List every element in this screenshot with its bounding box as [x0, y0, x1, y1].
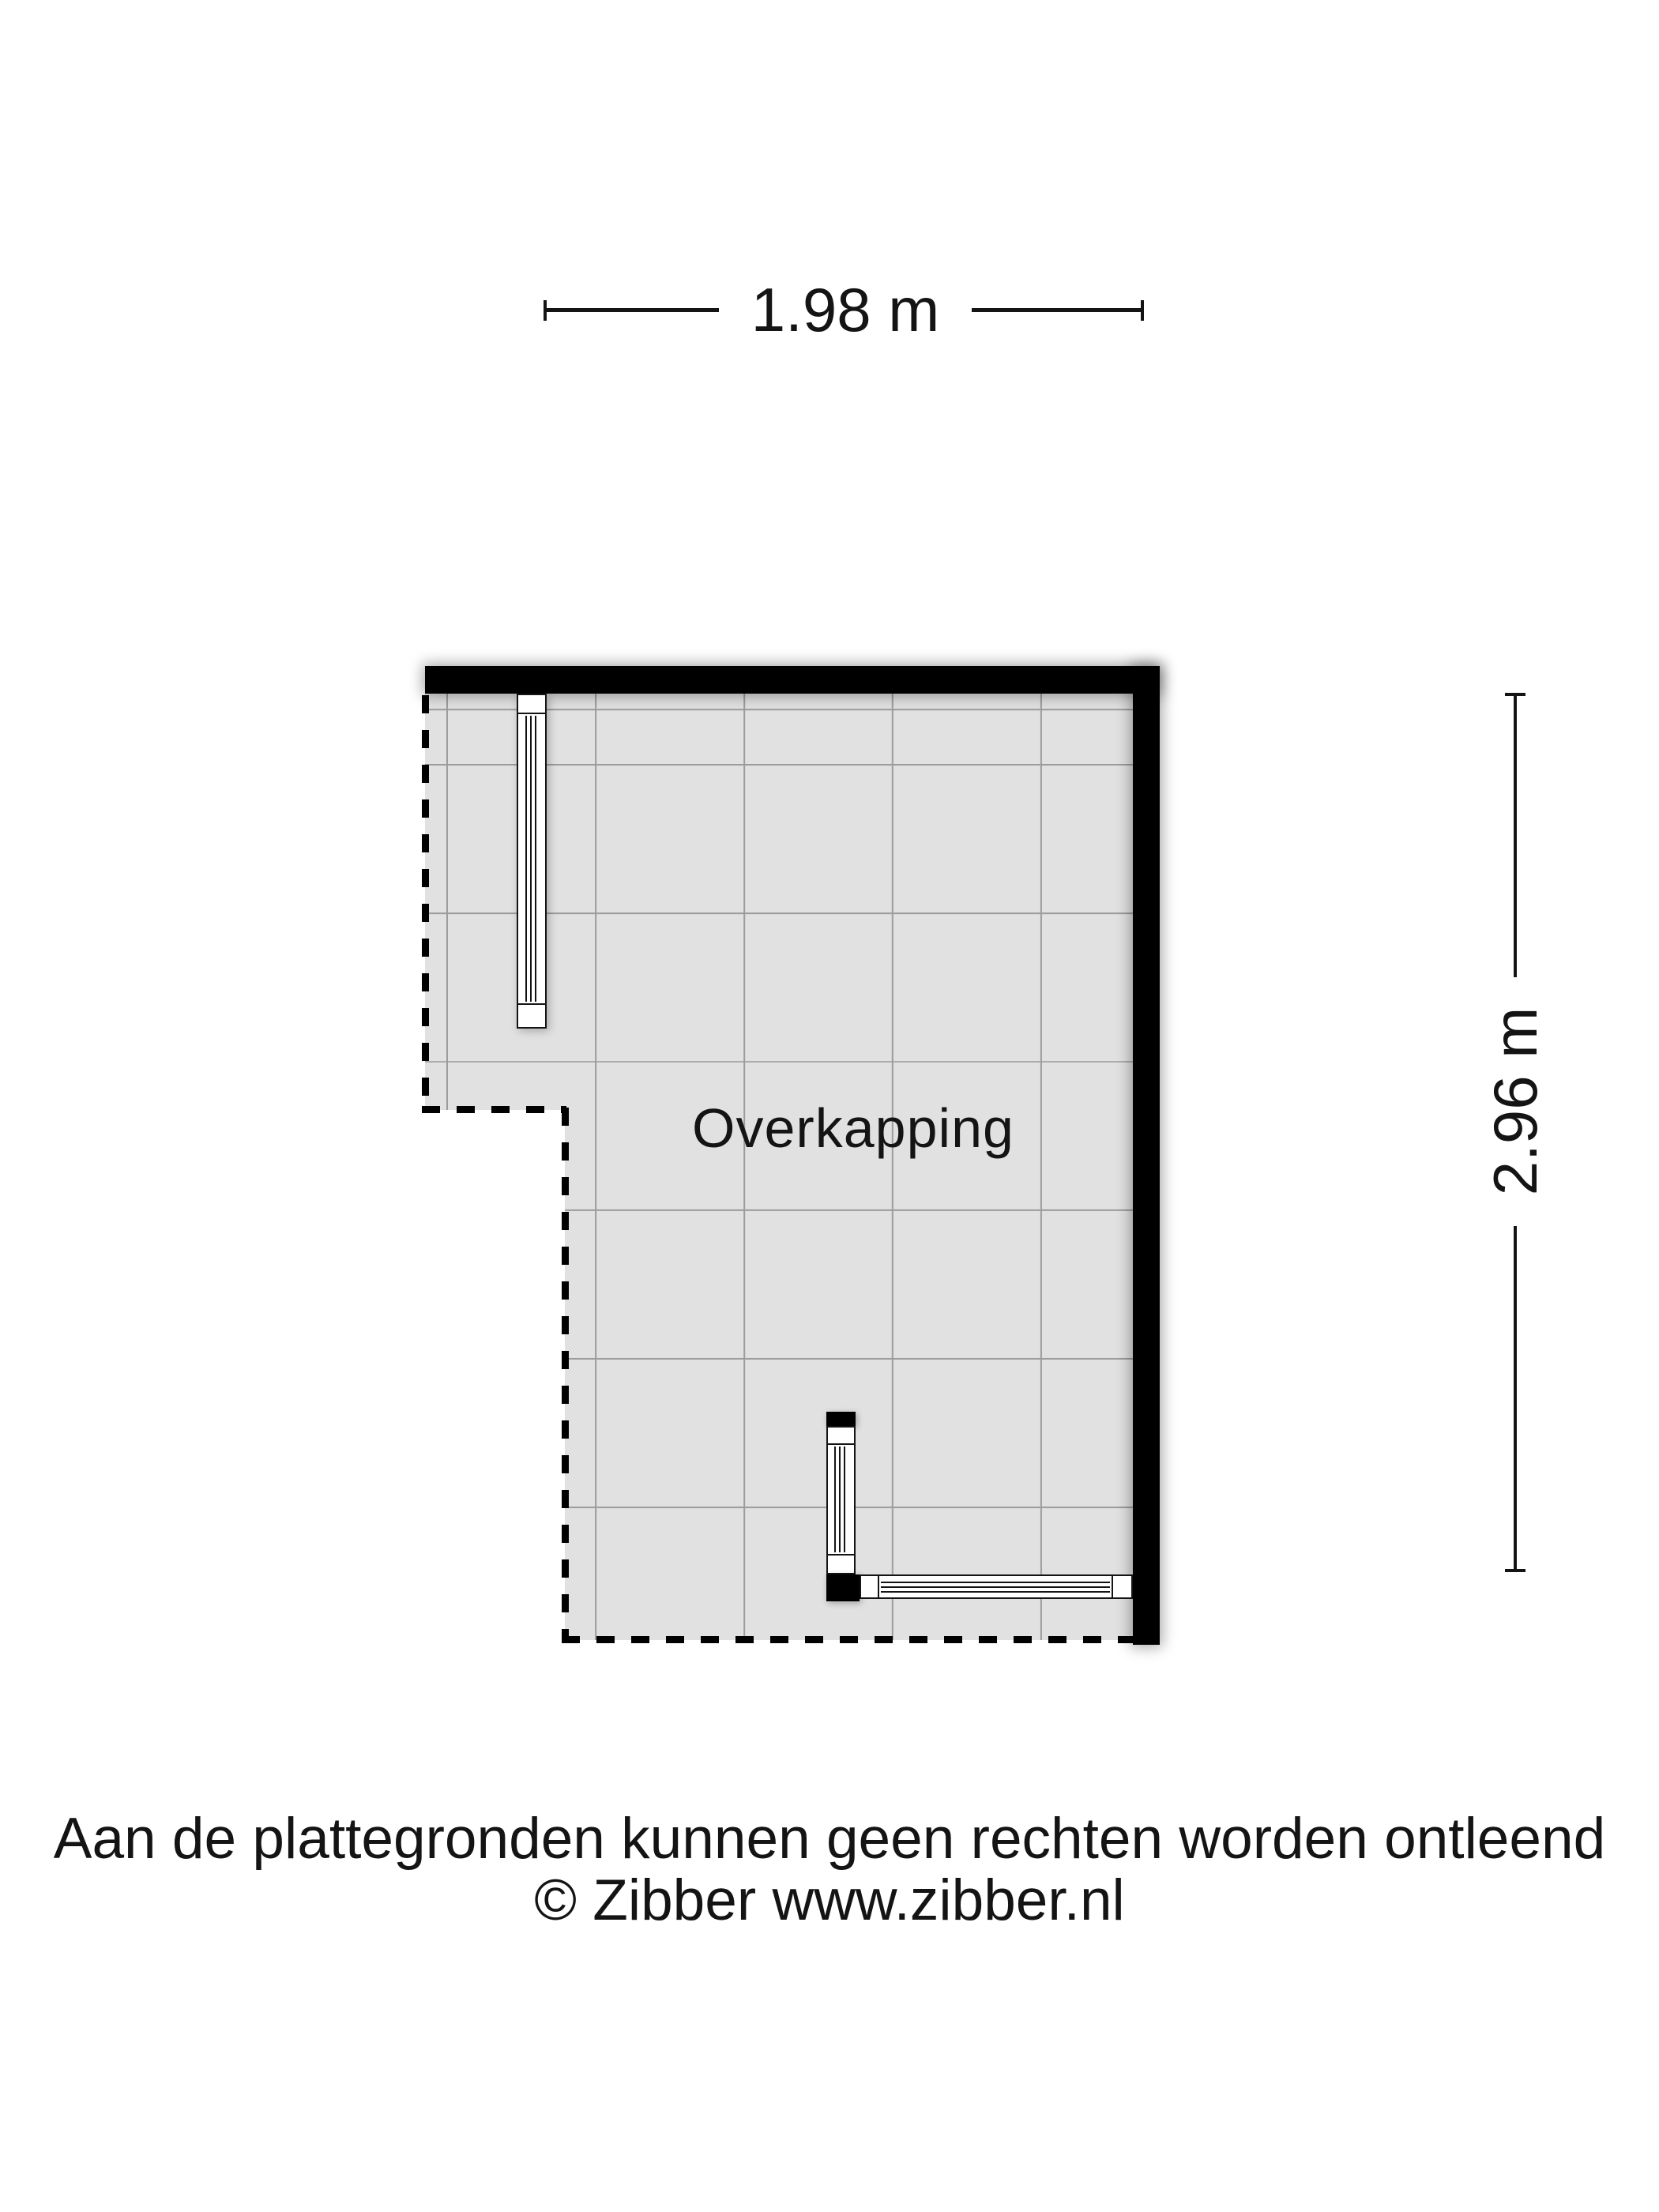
window-bottom-horizontal: [860, 1574, 1133, 1599]
window-upper-left-cap-top: [518, 695, 545, 714]
glazing-line: [839, 1446, 841, 1552]
footer-disclaimer: Aan de plattegronden kunnen geen rechten worden ontleend: [53, 1807, 1606, 1871]
glazing-line: [881, 1582, 1110, 1583]
window-bottom-vertical-cap-bottom: [828, 1554, 854, 1573]
window-upper-left-cap-bottom: [518, 1003, 545, 1027]
footer-copyright: © Zibber www.zibber.nl: [534, 1868, 1125, 1932]
width-dim-tick-right: [1141, 300, 1144, 321]
glazing-line: [834, 1446, 836, 1552]
post-top: [826, 1412, 856, 1426]
glazing-line: [881, 1586, 1110, 1588]
window-bottom-vertical-cap-top: [828, 1428, 854, 1445]
window-upper-left: [517, 694, 547, 1029]
width-dim-line-left: [545, 308, 719, 312]
window-bottom-horizontal-cap-left: [861, 1576, 879, 1597]
room-label: Overkapping: [692, 1097, 1014, 1159]
glazing-line: [844, 1446, 845, 1552]
wall-right: [1133, 666, 1160, 1645]
glazing-line: [530, 716, 532, 1002]
width-dim-label: 1.98 m: [750, 275, 940, 344]
glazing-line: [525, 716, 527, 1002]
width-dim-line-right: [972, 308, 1142, 312]
open-edge-notch-horizontal: [422, 1106, 566, 1113]
height-dim-line-top: [1514, 694, 1517, 977]
wall-top: [425, 666, 1160, 694]
open-edge-notch-vertical: [562, 1108, 569, 1642]
open-edge-left: [422, 695, 429, 1112]
window-bottom-vertical: [826, 1426, 856, 1574]
height-dim-tick-bottom: [1505, 1569, 1525, 1572]
open-edge-bottom: [562, 1636, 1133, 1643]
post-corner: [826, 1574, 860, 1601]
window-bottom-horizontal-cap-right: [1112, 1576, 1131, 1597]
glazing-line: [881, 1591, 1110, 1593]
height-dim-line-bottom: [1514, 1226, 1517, 1571]
glazing-line: [535, 716, 536, 1002]
height-dim-label: 2.96 m: [1480, 1006, 1550, 1196]
